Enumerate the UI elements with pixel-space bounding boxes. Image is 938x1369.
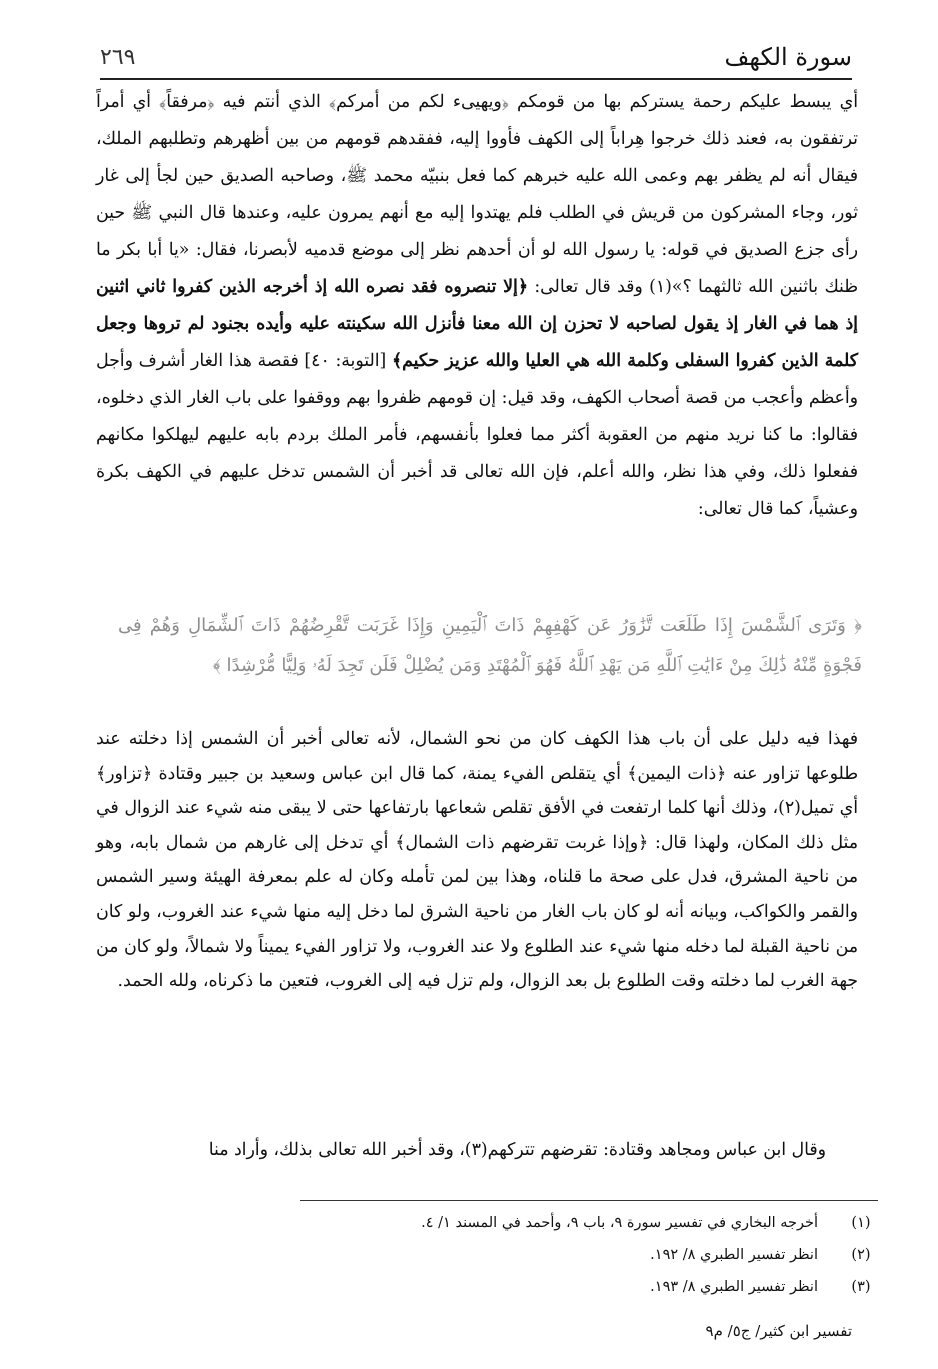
footnote-1: [300, 1207, 878, 1239]
footnotes: [300, 1200, 878, 1303]
paragraph-2: فهذا فيه دليل على أن باب هذا الكهف كان من نحو الشمال، لأنه تعالى أخبر أن الشمس إذا دخلته عند طلوعها تزاور عنه ﴿ذات اليمين﴾ أي يتقلص الفيء يمنة، كما قال ابن عباس وسعيد بن جبير وقتادة ﴿تزاور﴾ أي تميل(٢)، وذلك أنها كلما ارتفعت في الأفق تقلص شعاعها بارتفاعها حتى لا يبقى منه شيء عند الزوال في مثل ذلك المكان، ولهذا قال: ﴿وإذا غربت تقرضهم ذات الشمال﴾ أي تدخل إلى غارهم من شمال بابه، وهو من ناحية المشرق، فدل على صحة ما قلناه، وهذا بين لمن تأمله وكان له علم بمعرفة الهيئة وسير الشمس والقمر والكواكب، وبيانه أنه لو كان باب الغار من ناحية الشرق لما دخل إليه منها شيء عند الغروب، ولو كان من ناحية القبلة لما دخله منها شيء عند الطلوع ولا عند الغروب، ولا تزاور الفيء يميناً ولا شمالاً، ولو كان من جهة الغرب لما دخلته وقت الطلوع بل بعد الزوال، ولم تزل فيه إلى الغروب، فتعين ما ذكرناه، ولله الحمد.: [96, 729, 858, 992]
footnote-2: [300, 1239, 878, 1271]
paragraph-1: [96, 84, 858, 528]
tawbah-verse: ﴿إلا تنصروه فقد نصره الله إذ أخرجه الذين كفروا ثاني اثنين إذ هما في الغار إذ يقول لصاحبه لا تحزن إن الله معنا فأنزل الله سكينته عليه وأيده بجنود لم تروها وجعل كلمة الذين كفروا السفلى وكلمة الله هي العليا والله عزيز حكيم﴾: [96, 277, 858, 371]
page-number: ٢٦٩: [100, 44, 136, 70]
page-header: [100, 36, 852, 80]
footnote-text: انظر تفسير الطبري ٨/ ١٩٣.: [650, 1279, 818, 1295]
paragraph-1-part-b: [التوبة: ٤٠] فقصة هذا الغار أشرف وأجل وأعظم وأعجب من قصة أصحاب الكهف، وقد قيل: إن قومهم ظفروا بهم ووقفوا على باب الغار الذي دخلوه، فقالوا: ما كنا نريد منهم من العقوبة أكثر مما فعلوا بأنفسهم، فأمر الملك بردم بابه عليهم ليهلكوا مكانهم ففعلوا ذلك، وفي هذا نظر، والله أعلم، فإن الله تعالى قد أخبر أن الشمس تدخل عليهم في الكهف بكرة وعشياً، كما قال تعالى:: [96, 351, 858, 519]
footnote-text: أخرجه البخاري في تفسير سورة ٩، باب ٩، وأحمد في المسند ١/ ٤.: [421, 1215, 818, 1231]
footnote-3: [300, 1271, 878, 1303]
footnote-number: (٢): [851, 1247, 871, 1263]
book-signature: تفسير ابن كثير/ ج٥/ م٩: [705, 1322, 852, 1340]
main-text-block: [96, 84, 858, 528]
surah-title: سورة الكهف: [724, 43, 852, 71]
quran-verse-block: ﴿ وَتَرَى ٱلشَّمْسَ إِذَا طَلَعَت تَّزَٰوَرُ عَن كَهْفِهِمْ ذَاتَ ٱلْيَمِينِ وَإِذَا غَرَبَت تَّقْرِضُهُمْ ذَاتَ ٱلشِّمَالِ وَهُمْ فِى فَجْوَةٍ مِّنْهُ ذَٰلِكَ مِنْ ءَايَٰتِ ٱللَّهِ مَن يَهْدِ ٱللَّهُ فَهُوَ ٱلْمُهْتَدِ وَمَن يُضْلِلْ فَلَن تَجِدَ لَهُۥ وَلِيًّا مُّرْشِدًا ﴾: [118, 615, 862, 676]
footnote-number: (١): [851, 1215, 871, 1231]
paragraph-1-part-a: أي يبسط عليكم رحمة يستركم بها من قومكم ﴿ويهيىء لكم من أمركم﴾ الذي أنتم فيه ﴿مرفقاً﴾ أي أمراً ترتفقون به، فعند ذلك خرجوا هِراباً إلى الكهف فأووا إليه، ففقدهم قومهم من بين أظهرهم وتطلبهم الملك، فيقال أنه لم يظفر بهم وعمى الله عليه خبرهم كما فعل بنبيّه محمد ﷺ، وصاحبه الصديق حين لجأ إلى غار ثور، وجاء المشركون من قريش في الطلب فلم يهتدوا إليه مع أنهم يمرون عليه، وعندها قال النبي ﷺ حين رأى جزع الصديق في قوله: يا رسول الله لو أن أحدهم نظر إلى موضع قدميه لأبصرنا، فقال: «يا أبا بكر ما ظنك باثنين الله ثالثهما ؟»(١) وقد قال تعالى:: [96, 92, 858, 297]
footnote-number: (٣): [851, 1279, 871, 1295]
paragraph-3: وقال ابن عباس ومجاهد وقتادة: تقرضهم تتركهم(٣)، وقد أخبر الله تعالى بذلك، وأراد منا: [208, 1140, 826, 1160]
footnote-text: انظر تفسير الطبري ٨/ ١٩٢.: [650, 1247, 818, 1263]
